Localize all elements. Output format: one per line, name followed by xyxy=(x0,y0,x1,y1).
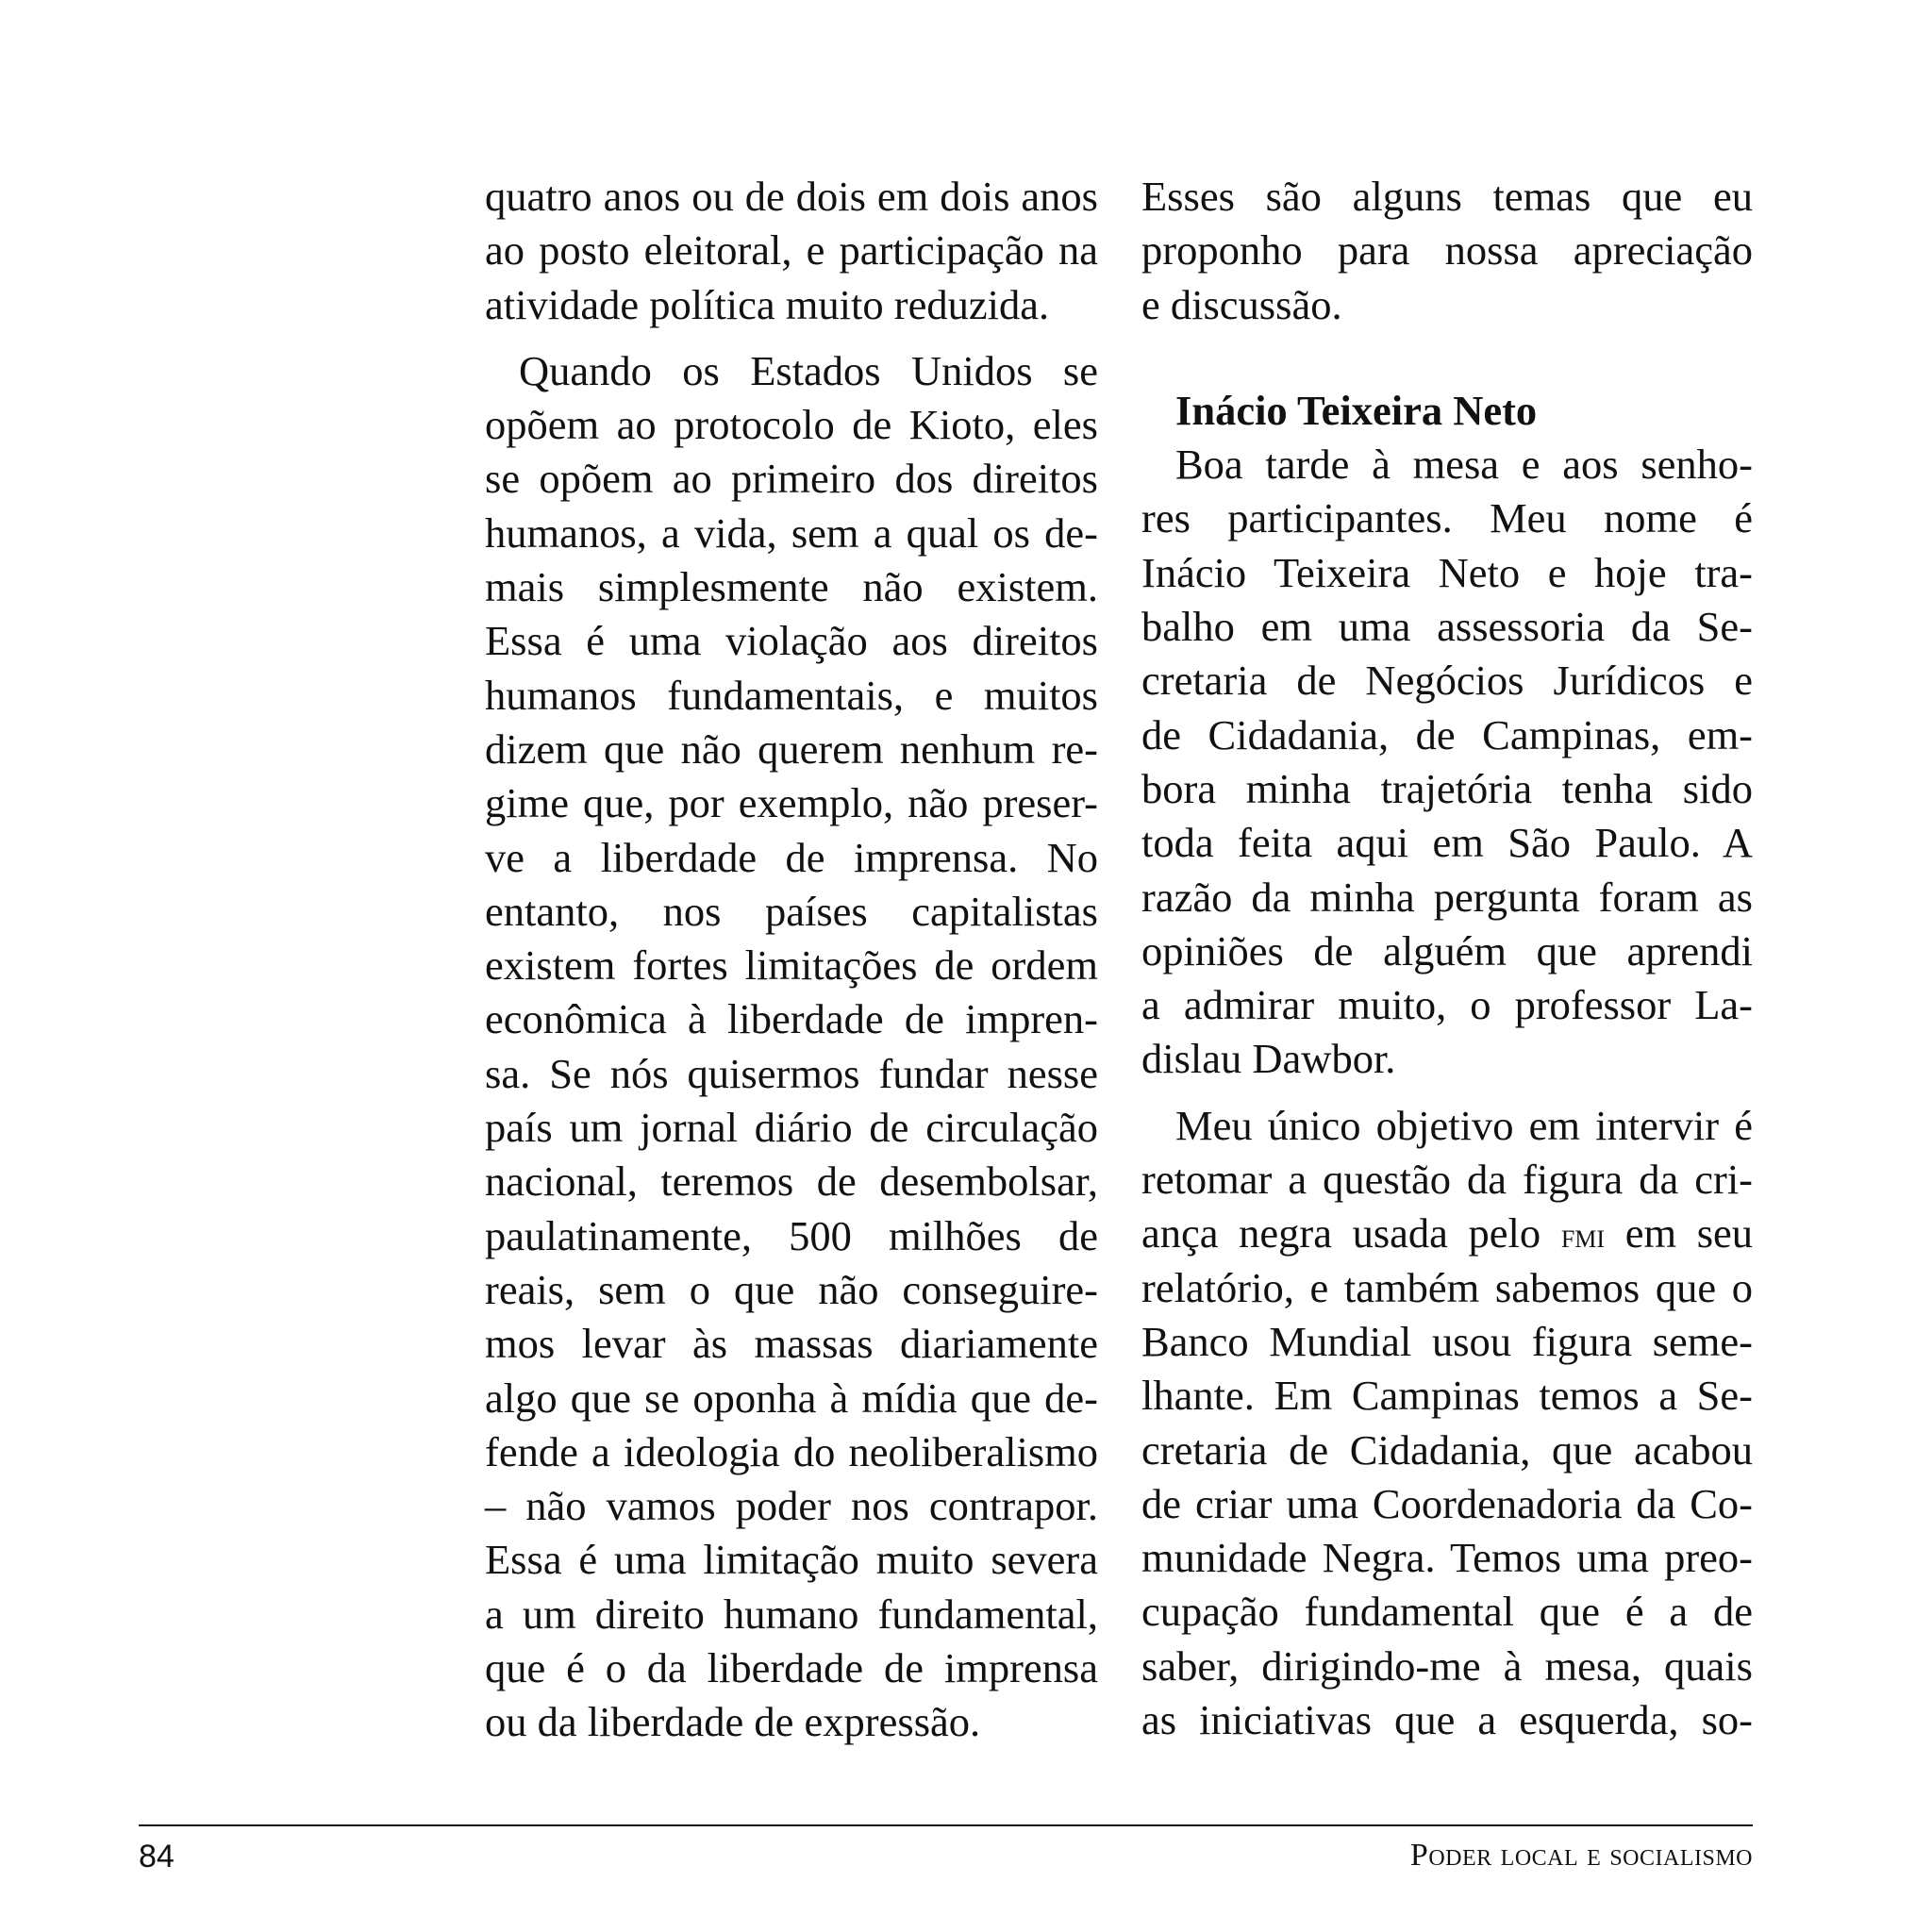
text-line: Meu único objetivo em intervir é xyxy=(1175,1101,1753,1149)
text-line: reais, sem o que não conseguire- xyxy=(485,1265,1098,1313)
text-line: dizem que não querem nenhum re- xyxy=(485,724,1098,773)
text-line: Esses são alguns temas que eu xyxy=(1141,173,1753,220)
text-line: de criar uma Coordenadoria da Co- xyxy=(1141,1479,1753,1527)
text-line: Quando os Estados Unidos se xyxy=(519,346,1098,394)
text-line: gime que, por exemplo, não preser- xyxy=(485,779,1098,827)
text-fragment: ança negra usada pelo xyxy=(1141,1209,1541,1257)
text-line: ou da liberdade de expressão. xyxy=(485,1698,981,1746)
text-line: sa. Se nós quisermos fundar nesse xyxy=(485,1049,1098,1097)
text-line: Essa é uma violação aos direitos xyxy=(485,617,1098,665)
text-line: ve a liberdade de imprensa. No xyxy=(485,833,1098,881)
text-line: munidade Negra. Temos uma preo- xyxy=(1141,1534,1753,1582)
text-line: as iniciativas que a esquerda, so- xyxy=(1141,1696,1753,1744)
text-line: Essa é uma limitação muito severa xyxy=(485,1536,1098,1584)
text-line: cretaria de Cidadania, que acabou xyxy=(1141,1425,1753,1474)
speaker-heading: Inácio Teixeira Neto xyxy=(1175,386,1538,434)
text-line: ao posto eleitoral, e participação na xyxy=(485,226,1098,275)
text-line: atividade política muito reduzida. xyxy=(485,280,1050,328)
text-line: país um jornal diário de circulação xyxy=(485,1104,1098,1152)
text-line: nacional, teremos de desembolsar, xyxy=(485,1158,1098,1206)
running-title: Poder local e socialismo xyxy=(1409,1838,1753,1873)
text-line: opiniões de alguém que aprendi xyxy=(1141,926,1753,974)
text-line: saber, dirigindo-me à mesa, quais xyxy=(1141,1641,1753,1690)
text-line: cupação fundamental que é a de xyxy=(1141,1588,1753,1636)
text-line: existem fortes limitações de ordem xyxy=(485,941,1098,990)
page-number: 84 xyxy=(139,1839,175,1874)
text-line: se opõem ao primeiro dos direitos xyxy=(485,455,1098,503)
fmi-abbreviation: fmi xyxy=(1560,1216,1606,1257)
text-line: Banco Mundial usou figura seme- xyxy=(1141,1317,1753,1365)
text-line: paulatinamente, 500 milhões de xyxy=(485,1211,1098,1259)
text-line: mais simplesmente não existem. xyxy=(485,563,1098,611)
text-line: Boa tarde à mesa e aos senho- xyxy=(1175,441,1753,489)
text-line: e discussão. xyxy=(1141,280,1342,328)
text-line: lhante. Em Campinas temos a Se- xyxy=(1141,1372,1753,1420)
text-line: toda feita aqui em São Paulo. A xyxy=(1141,819,1753,867)
text-line: humanos, a vida, sem a qual os de- xyxy=(485,508,1098,557)
text-line: humanos fundamentais, e muitos xyxy=(485,671,1098,719)
footer-divider xyxy=(139,1824,1753,1826)
text-line: cretaria de Negócios Jurídicos e xyxy=(1141,657,1753,705)
text-line-with-abbreviation xyxy=(1141,1207,1753,1260)
text-line: – não vamos poder nos contrapor. xyxy=(485,1482,1098,1530)
text-line: fende a ideologia do neoliberalismo xyxy=(485,1427,1098,1475)
text-line: bora minha trajetória tenha sido xyxy=(1141,764,1753,812)
text-line: a um direito humano fundamental, xyxy=(485,1590,1098,1638)
text-line: mos levar às massas diariamente xyxy=(485,1320,1098,1368)
text-line: relatório, e também sabemos que o xyxy=(1141,1263,1753,1311)
text-line: balho em uma assessoria da Se- xyxy=(1141,603,1753,651)
text-line: algo que se oponha à mídia que de- xyxy=(485,1374,1098,1422)
text-line: entanto, nos países capitalistas xyxy=(485,887,1098,935)
text-line: quatro anos ou de dois em dois anos xyxy=(485,173,1098,220)
text-line: a admirar muito, o professor La- xyxy=(1141,981,1753,1029)
text-line: razão da minha pergunta foram as xyxy=(1141,873,1753,921)
text-fragment: em seu xyxy=(1624,1209,1754,1257)
text-line: dislau Dawbor. xyxy=(1141,1035,1396,1083)
text-line: Inácio Teixeira Neto e hoje tra- xyxy=(1141,548,1753,596)
text-line: res participantes. Meu nome é xyxy=(1141,494,1753,542)
text-line: de Cidadania, de Campinas, em- xyxy=(1141,710,1753,758)
text-line: que é o da liberdade de imprensa xyxy=(485,1644,1098,1692)
right-column xyxy=(1141,170,1753,1747)
text-line: proponho para nossa apreciação xyxy=(1141,226,1753,275)
text-line: retomar a questão da figura da cri- xyxy=(1141,1156,1753,1204)
text-line: opõem ao protocolo de Kioto, eles xyxy=(485,401,1098,449)
text-line: econômica à liberdade de impren- xyxy=(485,995,1098,1043)
left-column xyxy=(485,170,1098,1750)
